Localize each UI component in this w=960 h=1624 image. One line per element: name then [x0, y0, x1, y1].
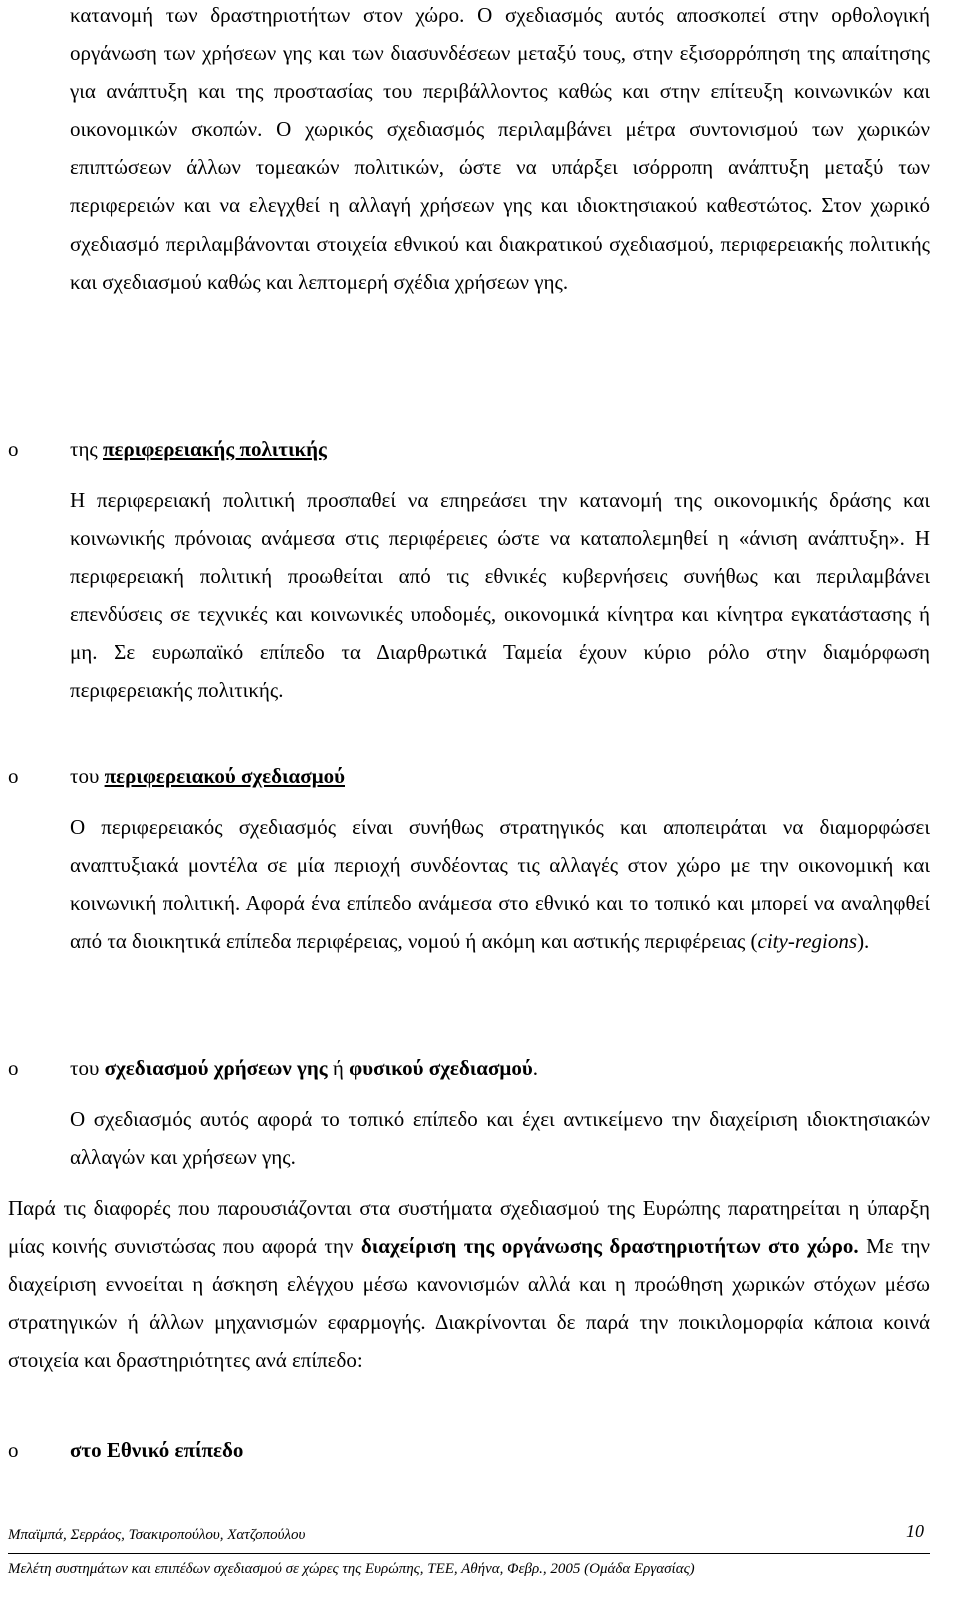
bullet-label: του περιφερειακού σχεδιασμού	[70, 764, 345, 788]
paragraph-land-use-planning	[70, 1100, 930, 1176]
paragraph-regional-policy	[70, 481, 930, 710]
bullet-regional-planning	[8, 757, 930, 795]
page-number: 10	[906, 1521, 924, 1541]
footer-divider	[8, 1553, 930, 1554]
paragraph-text: Ο σχεδιασμός αυτός αφορά το τοπικό επίπεδο και έχει αντικείμενο την διαχείριση ιδιοκτησιακών αλλαγών και χρήσεων γης.	[70, 1107, 930, 1170]
paragraph-text: κατανομή των δραστηριοτήτων στον χώρο. Ο σχεδιασμός αυτός αποσκοπεί στην ορθολογική οργάνωση των χρήσεων γης και των διασυνδέσεων μεταξύ τους, στην εξισορρόπηση της απαίτησης για ανάπτυξη και της προστασίας του περιβάλλοντος καθώς και στην επίτευξη κοινωνικών και οικονομικών σκοπών. Ο χωρικός σχεδιασμός περιλαμβάνει μέτρα συντονισμού των χωρικών επιπτώσεων άλλων τομεακών πολιτικών, ώστε να υπάρξει ισόρροπη ανάπτυξη μεταξύ των περιφερειών και να ελεγχθεί η αλλαγή χρήσεων γης και ιδιοκτησιακού καθεστώτος. Στον χωρικό σχεδιασμό περιλαμβάνονται στοιχεία εθνικού και διακρατικού σχεδιασμού, περιφερειακής πολιτικής και σχεδιασμού καθώς και λεπτομερή σχέδια χρήσεων γης.	[70, 3, 930, 294]
footer-authors: Μπαϊμπά, Σερράος, Τσακιροπούλου, Χατζοπούλου	[8, 1527, 306, 1543]
paragraph-text: Η περιφερειακή πολιτική προσπαθεί να επηρεάσει την κατανομή της οικονομικής δράσης και κοινωνικής πρόνοιας ανάμεσα στις περιφέρειες ώστε να καταπολεμηθεί η «άνιση ανάπτυξη». Η περιφερειακή πολιτική προωθείται από τις εθνικές κυβερνήσεις συνήθως και περιλαμβάνει επενδύσεις σε τεχνικές και κοινωνικές υποδομές, οικονομικά κίνητρα και κίνητρα εγκατάστασης ή μη. Σε ευρωπαϊκό επίπεδο τα Διαρθρωτικά Ταμεία έχουν κύριο ρόλο στην διαμόρφωση περιφερειακής πολιτικής.	[70, 488, 930, 703]
paragraph-spatial-planning	[70, 0, 930, 301]
bullet-regional-policy	[8, 430, 930, 468]
bullet-marker: o	[8, 1438, 19, 1462]
bullet-marker: o	[8, 1056, 19, 1080]
bullet-label: του σχεδιασμού χρήσεων γης ή φυσικού σχεδιασμού.	[70, 1056, 538, 1080]
paragraph-regional-planning: Ο περιφερειακός σχεδιασμός είναι συνήθως στρατηγικός και αποπειράται να διαμορφώσει αναπτυξιακά μοντέλα σε μία περιοχή συνδέοντας τις αλλαγές στον χώρο με την οικονομική και κοινωνική πολιτική. Αφορά ένα επίπεδο ανάμεσα στο εθνικό και το τοπικό και μπορεί να αναληφθεί από τα διοικητικά επίπεδα περιφέρειας, νομού ή ακόμη και αστικής περιφέρειας (city-regions).	[70, 815, 930, 954]
footer-title: Μελέτη συστημάτων και επιπέδων σχεδιασμού σε χώρες της Ευρώπης, ΤΕΕ, Αθήνα, Φεβρ., 2005 (Ομάδα Εργασίας)	[8, 1561, 695, 1577]
bullet-label: της περιφερειακής πολιτικής	[70, 437, 327, 461]
paragraph-common-component: Παρά τις διαφορές που παρουσιάζονται στα συστήματα σχεδιασμού της Ευρώπης παρατηρείται η ύπαρξη μίας κοινής συνιστώσας που αφορά την διαχείριση της οργάνωσης δραστηριοτήτων στο χώρο. Με την διαχείριση εννοείται η άσκηση ελέγχου μέσω κανονισμών αλλά και η προώθηση χωρικών στόχων μέσω στρατηγικών ή άλλων μηχανισμών εφαρμογής. Διακρίνονται δε παρά την ποικιλομορφία κάποια κοινά στοιχεία και δραστηριότητες ανά επίπεδο:	[8, 1196, 930, 1373]
bullet-label: στο Εθνικό επίπεδο	[70, 1438, 244, 1462]
bullet-national-level	[8, 1431, 930, 1469]
bullet-land-use-planning	[8, 1049, 930, 1087]
bullet-marker: o	[8, 764, 19, 788]
bullet-marker: o	[8, 437, 19, 461]
